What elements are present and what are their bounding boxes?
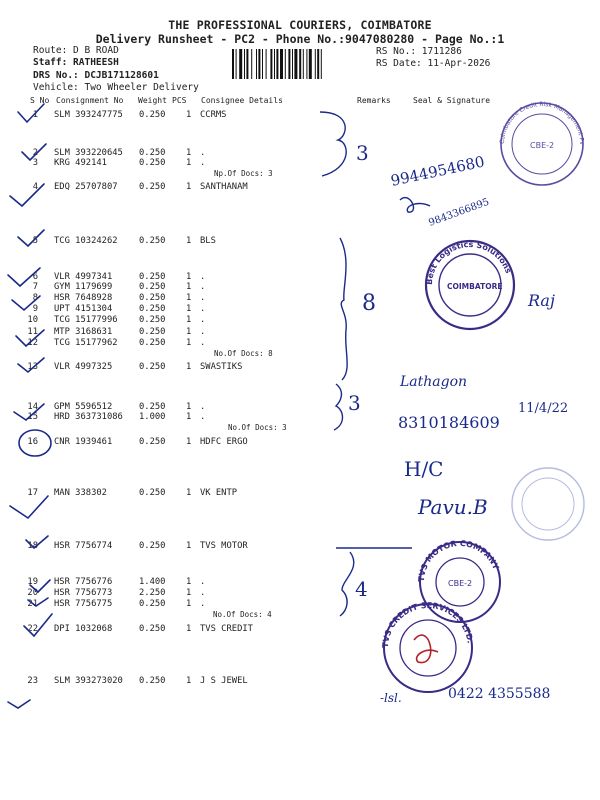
row-consignee: .	[200, 293, 206, 303]
handwritten-signature: Raj	[528, 291, 555, 310]
row-sno: 3	[32, 158, 38, 168]
row-consignment: SLM 393273020	[54, 676, 123, 686]
row-weight: 1.000	[139, 412, 166, 422]
row-consignment: TCG 15177962	[54, 338, 118, 348]
row-weight: 0.250	[139, 362, 166, 372]
row-consignee: VK ENTP	[200, 488, 238, 498]
handwritten-name: Lathagon	[400, 374, 468, 390]
check-icon	[10, 496, 48, 518]
row-consignee: .	[200, 412, 206, 422]
col-remarks: Remarks	[357, 96, 391, 105]
row-consignee: .	[200, 599, 206, 609]
row-consignee: .	[200, 272, 206, 282]
row-pcs: 1	[186, 282, 192, 292]
svg-text:TVS CREDIT SERVICES LTD.	[381, 601, 475, 648]
rs-number: RS No.: 1711286	[376, 46, 462, 57]
handwritten-count: 8	[362, 291, 376, 316]
barcode-bar	[274, 49, 275, 79]
row-consignee: .	[200, 282, 206, 292]
row-consignment: GPM 5596512	[54, 402, 113, 412]
row-sno: 16	[27, 437, 38, 447]
row-consignee: .	[200, 148, 206, 158]
handwritten-phone: 9944954680	[389, 152, 487, 190]
check-icon	[8, 700, 30, 708]
row-pcs: 1	[186, 110, 192, 120]
row-weight: 0.250	[139, 488, 166, 498]
barcode-bar	[246, 49, 248, 79]
row-consignment: UPT 4151304	[54, 304, 113, 314]
row-sno: 19	[27, 577, 38, 587]
row-sno: 17	[27, 488, 38, 498]
col-consignee: Consignee Details	[201, 96, 283, 105]
row-weight: 0.250	[139, 402, 166, 412]
row-weight: 0.250	[139, 236, 166, 246]
stamp-seal	[381, 601, 475, 692]
barcode-bar	[306, 49, 307, 79]
vehicle-label: Vehicle: Two Wheeler Delivery	[33, 82, 199, 93]
row-consignee: .	[200, 588, 206, 598]
barcode-bar	[251, 49, 252, 79]
row-consignment: EDQ 25707807	[54, 182, 118, 192]
row-consignee: .	[200, 327, 206, 337]
row-pcs: 1	[186, 293, 192, 303]
row-sno: 4	[32, 182, 38, 192]
barcode-bar	[315, 49, 316, 79]
stamp-text: TVS CREDIT SERVICES LTD.	[380, 600, 475, 649]
row-consignee: .	[200, 338, 206, 348]
handwritten-date: 11/4/22	[518, 401, 569, 416]
handwritten-count: 3	[356, 141, 369, 165]
row-pcs: 1	[186, 599, 192, 609]
row-consignment: HSR 7756776	[54, 577, 113, 587]
row-consignee: .	[200, 315, 206, 325]
barcode-bar	[288, 49, 290, 79]
row-weight: 0.250	[139, 315, 166, 325]
row-consignment: TCG 15177996	[54, 315, 118, 325]
handwritten-count: 4	[355, 577, 368, 601]
handwritten-phone: 8310184609	[398, 413, 500, 432]
row-consignee: BLS	[200, 236, 216, 246]
row-consignment: VLR 4997325	[54, 362, 113, 372]
barcode-bar	[236, 49, 237, 79]
row-weight: 0.250	[139, 148, 166, 158]
runsheet-title: Delivery Runsheet - PC2 - Phone No.:9047080280 - Page No.:1	[95, 32, 505, 46]
barcode	[232, 49, 372, 79]
row-consignment: HSR 7648928	[54, 293, 113, 303]
barcode-bar	[285, 49, 286, 79]
row-consignee: SWASTIKS	[200, 362, 243, 372]
braces	[320, 112, 412, 616]
row-sno: 7	[32, 282, 38, 292]
row-weight: 2.250	[139, 588, 166, 598]
barcode-bar	[239, 49, 242, 79]
row-pcs: 1	[186, 272, 192, 282]
row-consignment: TCG 10324262	[54, 236, 118, 246]
row-pcs: 1	[186, 577, 192, 587]
row-pcs: 1	[186, 437, 192, 447]
row-weight: 0.250	[139, 327, 166, 337]
row-consignee: CCRMS	[200, 110, 227, 120]
barcode-bar	[321, 49, 322, 79]
col-weight: Weight	[138, 96, 167, 105]
row-consignee: J S JEWEL	[200, 676, 248, 686]
barcode-bar	[266, 49, 267, 79]
handwritten-initial: -lsl.	[380, 691, 402, 705]
row-sno: 14	[27, 402, 38, 412]
barcode-bar	[244, 49, 245, 79]
row-consignee: HDFC ERGO	[200, 437, 248, 447]
row-sno: 2	[32, 148, 38, 158]
row-consignment: HSR 7756774	[54, 541, 113, 551]
row-pcs: 1	[186, 236, 192, 246]
row-sno: 13	[27, 362, 38, 372]
handwritten-note: H/C	[404, 457, 444, 481]
barcode-bar	[294, 49, 297, 79]
doc-count: No.Of Docs: 3	[228, 423, 287, 432]
stamp-center: CBE-2	[448, 579, 473, 588]
row-pcs: 1	[186, 304, 192, 314]
row-weight: 0.250	[139, 282, 166, 292]
row-sno: 5	[32, 236, 38, 246]
row-sno: 10	[27, 315, 38, 325]
row-sno: 12	[27, 338, 38, 348]
row-consignment: VLR 4997341	[54, 272, 113, 282]
row-weight: 1.400	[139, 577, 166, 587]
col-seal: Seal & Signature	[413, 96, 491, 105]
stamp-center: COIMBATORE	[447, 282, 503, 291]
route-label: Route: D B ROAD	[33, 45, 119, 56]
row-pcs: 1	[186, 158, 192, 168]
row-pcs: 1	[186, 315, 192, 325]
row-pcs: 1	[186, 588, 192, 598]
doc-count: No.Of Docs: 4	[213, 610, 272, 619]
row-pcs: 1	[186, 182, 192, 192]
stamp-text: TVS MOTOR COMPANY	[416, 538, 501, 583]
stamp-center: CBE-2	[530, 141, 555, 150]
row-pcs: 1	[186, 338, 192, 348]
row-weight: 0.250	[139, 158, 166, 168]
row-consignee: .	[200, 158, 206, 168]
stamp-text: Best Logistics Solutions	[424, 239, 513, 286]
row-pcs: 1	[186, 402, 192, 412]
red-signature	[414, 635, 438, 662]
drs-number: DRS No.: DCJB171128601	[33, 70, 159, 81]
row-weight: 0.250	[139, 182, 166, 192]
row-consignment: KRG 492141	[54, 158, 107, 168]
staff-label: Staff: RATHEESH	[33, 57, 119, 68]
row-consignment: DPI 1032068	[54, 624, 113, 634]
doc-count: Np.Of Docs: 3	[214, 169, 273, 178]
stamp-seal	[417, 539, 501, 622]
barcode-bar	[292, 49, 293, 79]
row-sno: 8	[32, 293, 38, 303]
row-pcs: 1	[186, 676, 192, 686]
row-sno: 21	[27, 599, 38, 609]
row-sno: 22	[27, 624, 38, 634]
row-consignment: MAN 338302	[54, 488, 107, 498]
row-pcs: 1	[186, 412, 192, 422]
row-consignment: MTP 3168631	[54, 327, 113, 337]
row-consignee: TVS MOTOR	[200, 541, 248, 551]
stamp-text: Coimbatore Credit Risk Management Pv	[498, 100, 586, 145]
row-consignment: HRD 363731086	[54, 412, 123, 422]
svg-text:TVS MOTOR COMPANY	[417, 539, 501, 582]
handwritten-phone: 9843366895	[427, 196, 491, 229]
row-pcs: 1	[186, 541, 192, 551]
row-sno: 23	[27, 676, 38, 686]
row-consignee: TVS CREDIT	[200, 624, 253, 634]
row-sno: 20	[27, 588, 38, 598]
row-consignee: .	[200, 304, 206, 314]
row-pcs: 1	[186, 624, 192, 634]
barcode-bar	[276, 49, 278, 79]
row-weight: 0.250	[139, 541, 166, 551]
row-sno: 1	[32, 110, 38, 120]
barcode-bar	[270, 49, 272, 79]
barcode-bar	[317, 49, 319, 79]
row-weight: 0.250	[139, 437, 166, 447]
barcode-bar	[262, 49, 263, 79]
row-consignment: GYM 1179699	[54, 282, 113, 292]
row-sno: 11	[27, 327, 38, 337]
row-weight: 0.250	[139, 599, 166, 609]
row-consignee: .	[200, 402, 206, 412]
row-consignee: .	[200, 577, 206, 587]
col-pcs: PCS	[172, 96, 187, 105]
barcode-bar	[258, 49, 260, 79]
row-consignee: SANTHANAM	[200, 182, 248, 192]
col-consignment: Consignment No	[56, 96, 124, 105]
barcode-bar	[256, 49, 257, 79]
row-sno: 9	[32, 304, 38, 314]
handwritten-phone: 0422 4355588	[448, 686, 551, 702]
row-consignment: SLM 393220645	[54, 148, 123, 158]
row-weight: 0.250	[139, 676, 166, 686]
row-pcs: 1	[186, 488, 192, 498]
handwritten-count: 3	[348, 391, 361, 415]
row-consignment: HSR 7756773	[54, 588, 113, 598]
doc-count: No.Of Docs: 8	[214, 349, 273, 358]
row-weight: 0.250	[139, 304, 166, 314]
row-weight: 0.250	[139, 110, 166, 120]
stamp-seal	[512, 468, 584, 540]
barcode-bar	[309, 49, 312, 79]
barcode-bar	[303, 49, 304, 79]
row-weight: 0.250	[139, 338, 166, 348]
row-sno: 18	[27, 541, 38, 551]
row-pcs: 1	[186, 362, 192, 372]
row-sno: 6	[32, 272, 38, 282]
barcode-bar	[299, 49, 301, 79]
handwritten-name: Pavu.B	[418, 495, 488, 519]
row-weight: 0.250	[139, 624, 166, 634]
row-consignment: CNR 1939461	[54, 437, 113, 447]
row-consignment: HSR 7756775	[54, 599, 113, 609]
row-pcs: 1	[186, 327, 192, 337]
signature-mark	[400, 198, 430, 213]
svg-text:Best Logistics Solutions	[425, 240, 513, 285]
rs-date: RS Date: 11-Apr-2026	[376, 58, 491, 69]
row-pcs: 1	[186, 148, 192, 158]
stamp-seal	[425, 240, 514, 329]
row-sno: 15	[27, 412, 38, 422]
row-weight: 0.250	[139, 272, 166, 282]
col-sno: S No	[30, 96, 50, 105]
barcode-bar	[280, 49, 283, 79]
barcode-bar	[232, 49, 234, 79]
company-title: THE PROFESSIONAL COURIERS, COIMBATORE	[168, 18, 432, 32]
row-weight: 0.250	[139, 293, 166, 303]
row-consignment: SLM 393247775	[54, 110, 123, 120]
